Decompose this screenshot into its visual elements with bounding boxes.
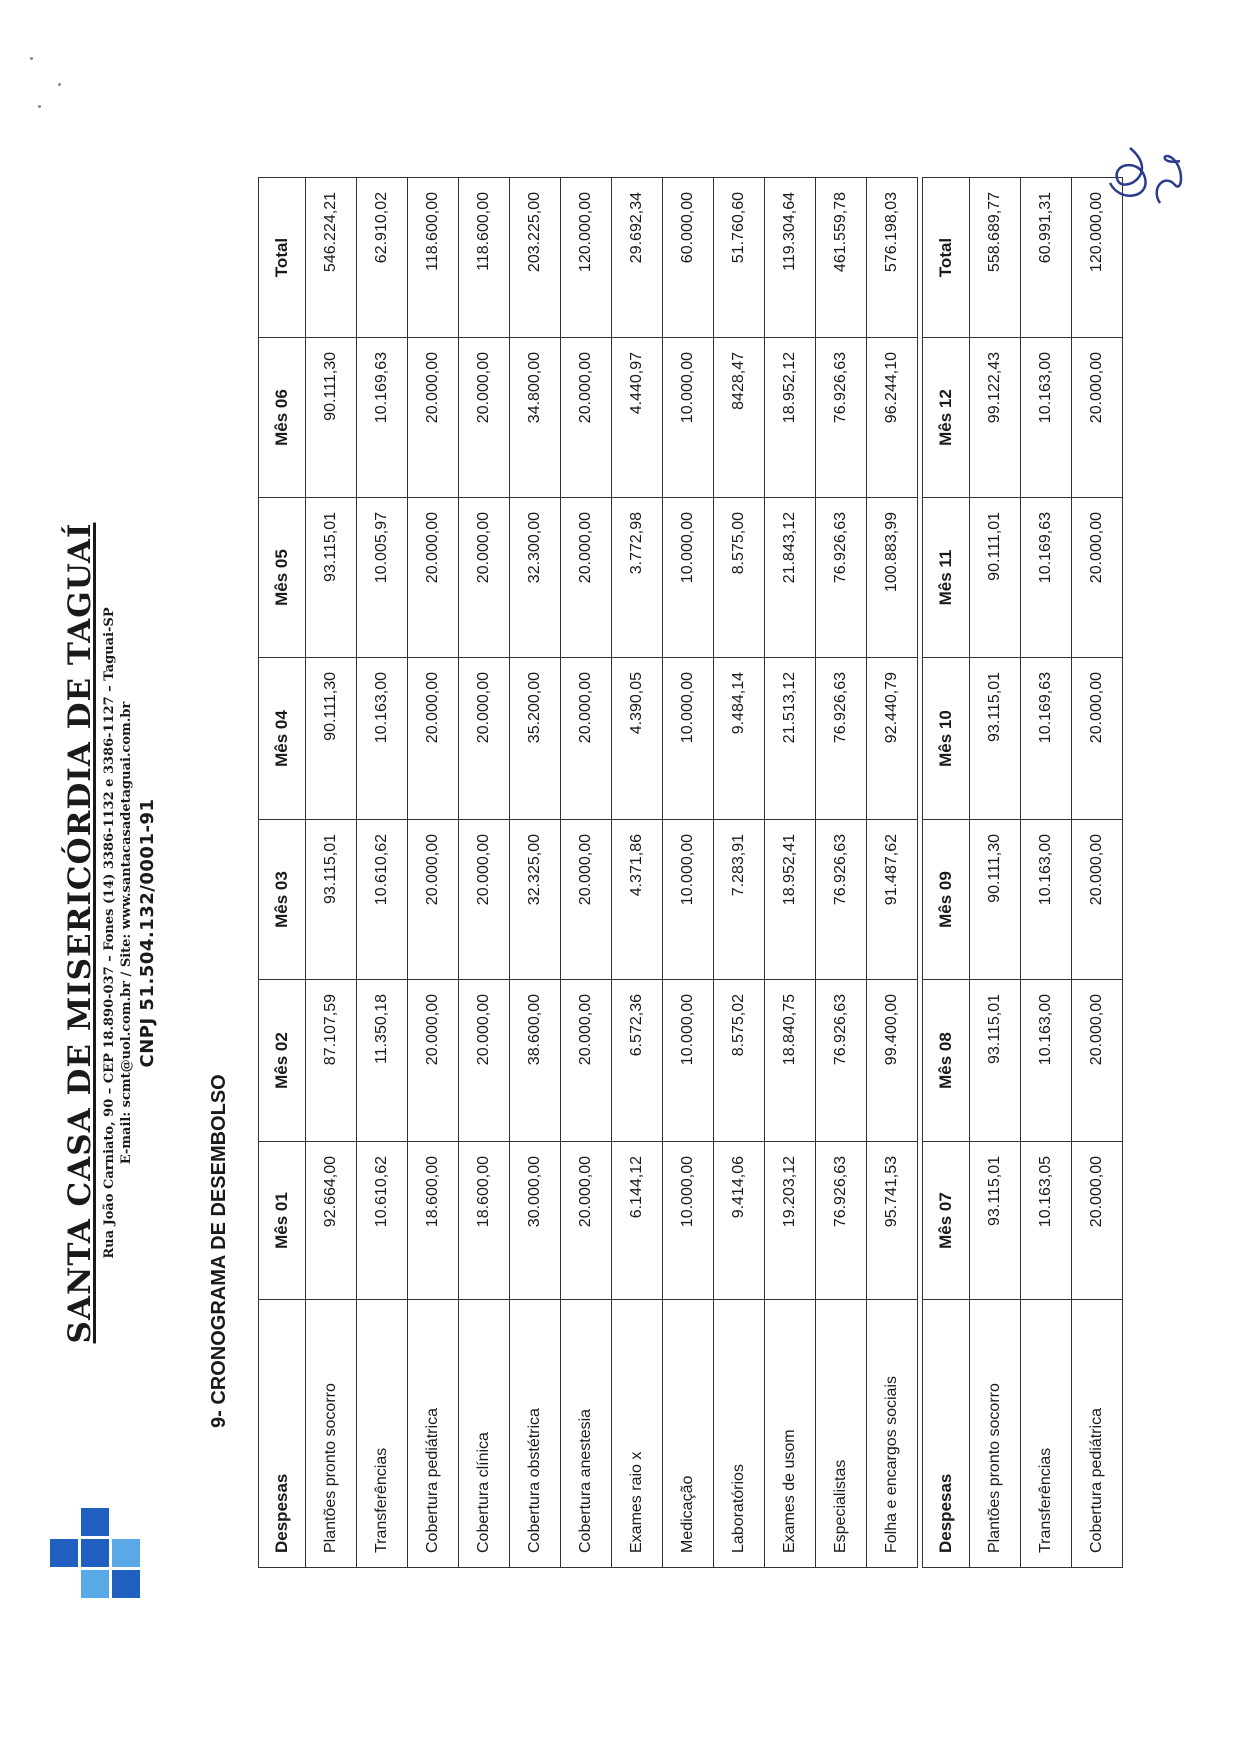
table-row [561,178,612,1568]
amount-cell: 558.689,77 [970,178,1021,338]
amount-cell: 29.692,34 [612,178,663,338]
amount-cell: 20.000,00 [459,820,510,980]
expense-label-cell: Cobertura anestesia [561,1300,612,1568]
amount-cell: 90.111,30 [306,658,357,820]
amount-cell: 92.440,79 [867,658,918,820]
table-row [612,178,663,1568]
amount-cell: 35.200,00 [510,658,561,820]
expense-label-cell: Cobertura obstétrica [510,1300,561,1568]
amount-cell: 20.000,00 [408,820,459,980]
amount-cell: 10.163,05 [1021,1142,1072,1300]
column-header: Mês 09 [923,820,970,980]
amount-cell: 20.000,00 [1072,820,1123,980]
amount-cell: 118.600,00 [459,178,510,338]
amount-cell: 100.883,99 [867,498,918,658]
amount-cell: 99.400,00 [867,980,918,1142]
table-row [765,178,816,1568]
contact-line: E-mail: scmt@uol.com.br / Site: www.santacasadetaguai.com.br [119,701,134,1165]
table-row [663,178,714,1568]
amount-cell: 11.350,18 [357,980,408,1142]
amount-cell: 60.991,31 [1021,178,1072,338]
amount-cell: 18.600,00 [408,1142,459,1300]
amount-cell: 20.000,00 [561,820,612,980]
amount-cell: 10.169,63 [357,338,408,498]
table-row [408,178,459,1568]
scan-speck [58,83,61,86]
column-header: Mês 12 [923,338,970,498]
handwritten-initials-signature [1090,113,1200,243]
amount-cell: 20.000,00 [561,338,612,498]
amount-cell: 10.000,00 [663,820,714,980]
table-row [306,178,357,1568]
amount-cell: 10.169,63 [1021,658,1072,820]
amount-cell: 93.115,01 [306,820,357,980]
amount-cell: 20.000,00 [1072,658,1123,820]
expense-label-cell: Transferências [1021,1300,1072,1568]
amount-cell: 120.000,00 [561,178,612,338]
expense-label-cell: Cobertura clínica [459,1300,510,1568]
amount-cell: 4.371,86 [612,820,663,980]
disbursement-table-months-1-6 [258,177,918,1568]
expense-label-cell: Exames raio x [612,1300,663,1568]
amount-cell: 9.484,14 [714,658,765,820]
amount-cell: 9.414,06 [714,1142,765,1300]
letterhead [62,358,161,1508]
amount-cell: 93.115,01 [970,658,1021,820]
amount-cell: 20.000,00 [408,980,459,1142]
column-header: Mês 06 [259,338,306,498]
amount-cell: 10.163,00 [1021,820,1072,980]
amount-cell: 21.843,12 [765,498,816,658]
column-header: Mês 05 [259,498,306,658]
column-header: Mês 10 [923,658,970,820]
amount-cell: 20.000,00 [408,498,459,658]
column-header: Mês 08 [923,980,970,1142]
amount-cell: 76.926,63 [816,658,867,820]
table-row [816,178,867,1568]
amount-cell: 76.926,63 [816,820,867,980]
amount-cell: 91.487,62 [867,820,918,980]
disbursement-table-months-7-12 [922,177,1123,1568]
expense-label-cell: Plantões pronto socorro [306,1300,357,1568]
amount-cell: 461.559,78 [816,178,867,338]
amount-cell: 8.575,02 [714,980,765,1142]
amount-cell: 546.224,21 [306,178,357,338]
amount-cell: 21.513,12 [765,658,816,820]
amount-cell: 10.169,63 [1021,498,1072,658]
amount-cell: 20.000,00 [459,980,510,1142]
table-row [1072,178,1123,1568]
table-row [1021,178,1072,1568]
amount-cell: 3.772,98 [612,498,663,658]
amount-cell: 4.440,97 [612,338,663,498]
hospital-cross-logo [50,1508,140,1598]
institution-name: SANTA CASA DE MISERICÓRDIA DE TAGUAÍ [62,522,98,1344]
amount-cell: 92.664,00 [306,1142,357,1300]
amount-cell: 10.000,00 [663,658,714,820]
amount-cell: 95.741,53 [867,1142,918,1300]
amount-cell: 32.325,00 [510,820,561,980]
expense-label-cell: Cobertura pediátrica [1072,1300,1123,1568]
amount-cell: 76.926,63 [816,338,867,498]
amount-cell: 99.122,43 [970,338,1021,498]
table-row [714,178,765,1568]
amount-cell: 51.760,60 [714,178,765,338]
amount-cell: 10.000,00 [663,338,714,498]
amount-cell: 93.115,01 [970,1142,1021,1300]
amount-cell: 20.000,00 [1072,338,1123,498]
expense-label-cell: Medicação [663,1300,714,1568]
amount-cell: 76.926,63 [816,980,867,1142]
amount-cell: 10.163,00 [1021,980,1072,1142]
amount-cell: 18.952,41 [765,820,816,980]
amount-cell: 10.000,00 [663,498,714,658]
amount-cell: 10.000,00 [663,1142,714,1300]
amount-cell: 20.000,00 [408,338,459,498]
amount-cell: 20.000,00 [1072,980,1123,1142]
amount-cell: 10.000,00 [663,980,714,1142]
amount-cell: 8428,47 [714,338,765,498]
table-row [459,178,510,1568]
amount-cell: 10.163,00 [1021,338,1072,498]
amount-cell: 119.304,64 [765,178,816,338]
amount-cell: 18.600,00 [459,1142,510,1300]
table-row [357,178,408,1568]
expense-label-cell: Transferências [357,1300,408,1568]
amount-cell: 576.198,03 [867,178,918,338]
amount-cell: 38.600,00 [510,980,561,1142]
expense-label-cell: Cobertura pediátrica [408,1300,459,1568]
amount-cell: 87.107,59 [306,980,357,1142]
amount-cell: 93.115,01 [306,498,357,658]
amount-cell: 203.225,00 [510,178,561,338]
expense-label-cell: Folha e encargos sociais [867,1300,918,1568]
amount-cell: 20.000,00 [459,658,510,820]
amount-cell: 20.000,00 [561,498,612,658]
table-row [510,178,561,1568]
cnpj-line: CNPJ 51.504.132/0001-91 [137,798,158,1068]
column-header: Mês 01 [259,1142,306,1300]
amount-cell: 10.163,00 [357,658,408,820]
amount-cell: 20.000,00 [1072,1142,1123,1300]
column-header: Total [923,178,970,338]
amount-cell: 76.926,63 [816,498,867,658]
amount-cell: 18.952,12 [765,338,816,498]
amount-cell: 34.800,00 [510,338,561,498]
column-header: Total [259,178,306,338]
scan-speck [30,57,33,60]
amount-cell: 90.111,30 [970,820,1021,980]
amount-cell: 20.000,00 [408,658,459,820]
column-header-despesas: Despesas [923,1300,970,1568]
expense-label-cell: Especialistas [816,1300,867,1568]
amount-cell: 20.000,00 [561,658,612,820]
amount-cell: 76.926,63 [816,1142,867,1300]
amount-cell: 93.115,01 [970,980,1021,1142]
amount-cell: 6.144,12 [612,1142,663,1300]
column-header: Mês 02 [259,980,306,1142]
column-header: Mês 11 [923,498,970,658]
amount-cell: 62.910,02 [357,178,408,338]
expense-label-cell: Laboratórios [714,1300,765,1568]
expense-label-cell: Exames de usom [765,1300,816,1568]
address-line: Rua João Carniato, 90 – CEP 18.890-037 – Fones (14) 3386-1132 e 3386-1127 – Taguai-SP [102,607,117,1259]
amount-cell: 30.000,00 [510,1142,561,1300]
section-title: 9- CRONOGRAMA DE DESEMBOLSO [208,1074,230,1428]
amount-cell: 20.000,00 [561,980,612,1142]
amount-cell: 4.390,05 [612,658,663,820]
amount-cell: 20.000,00 [561,1142,612,1300]
amount-cell: 18.840,75 [765,980,816,1142]
expense-label-cell: Plantões pronto socorro [970,1300,1021,1568]
amount-cell: 118.600,00 [408,178,459,338]
scan-speck [38,105,41,108]
amount-cell: 10.610,62 [357,820,408,980]
amount-cell: 90.111,01 [970,498,1021,658]
table-header-row [259,178,306,1568]
amount-cell: 19.203,12 [765,1142,816,1300]
amount-cell: 32.300,00 [510,498,561,658]
table-row [867,178,918,1568]
amount-cell: 20.000,00 [1072,498,1123,658]
amount-cell: 90.111,30 [306,338,357,498]
amount-cell: 96.244,10 [867,338,918,498]
column-header: Mês 07 [923,1142,970,1300]
amount-cell: 10.005,97 [357,498,408,658]
amount-cell: 60.000,00 [663,178,714,338]
amount-cell: 120.000,00 [1072,178,1123,338]
column-header-despesas: Despesas [259,1300,306,1568]
table-row [970,178,1021,1568]
amount-cell: 8.575,00 [714,498,765,658]
amount-cell: 7.283,91 [714,820,765,980]
table-header-row [923,178,970,1568]
amount-cell: 10.610,62 [357,1142,408,1300]
amount-cell: 20.000,00 [459,498,510,658]
column-header: Mês 03 [259,820,306,980]
amount-cell: 6.572,36 [612,980,663,1142]
amount-cell: 20.000,00 [459,338,510,498]
column-header: Mês 04 [259,658,306,820]
